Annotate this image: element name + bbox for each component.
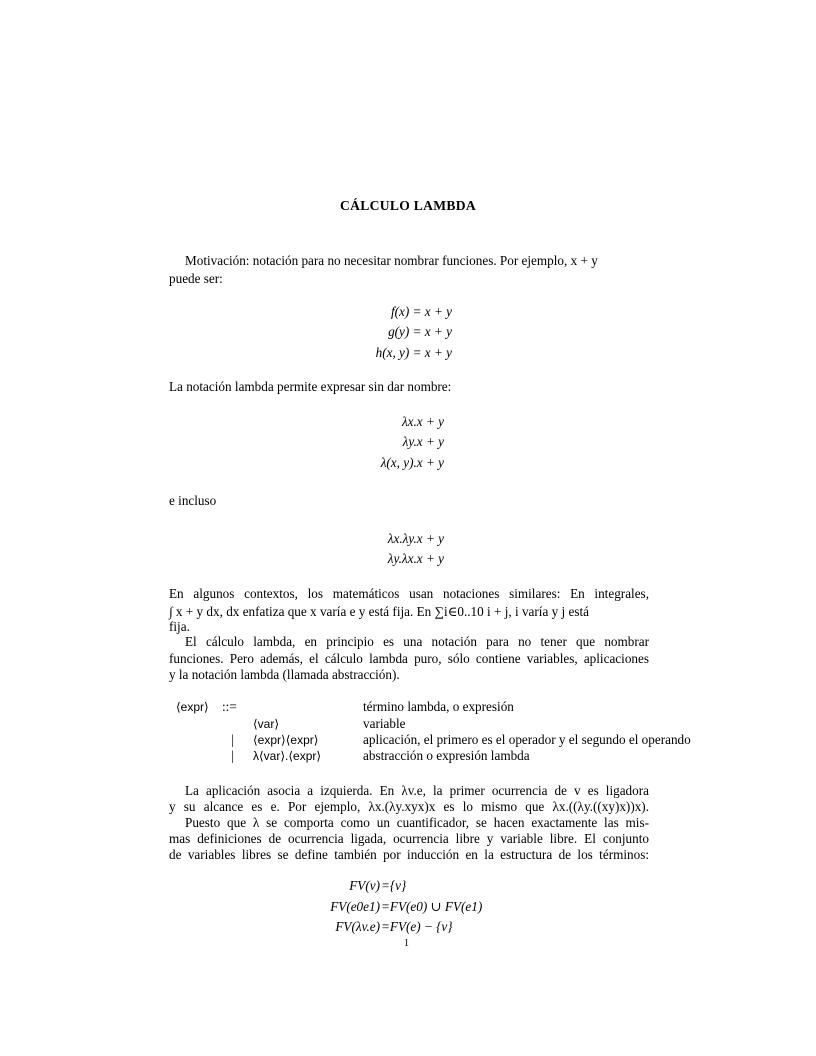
grammar-sep-2: | bbox=[231, 732, 234, 747]
paragraph-calculo-line1: El cálculo lambda, en principio es una notación para no tener que nombrar bbox=[185, 634, 649, 649]
page-number: 1 bbox=[404, 938, 409, 949]
grammar-sep-3: | bbox=[231, 748, 234, 763]
grammar-desc-abs: abstracción o expresión lambda bbox=[363, 748, 530, 763]
paragraph-quantifier-line3: de variables libres se define también por inducción en la estructura de los términos: bbox=[169, 847, 649, 862]
lambda-expr-2: λy.x + y bbox=[402, 434, 444, 449]
paragraph-application-line2: y su alcance es e. Por ejemplo, λx.(λy.xyx)x es lo mismo que λx.((λy.((xy)x))x). bbox=[169, 799, 649, 814]
paragraph-contexts-line2: ∫ x + y dx, dx enfatiza que x varía e y está fija. En ∑i∈0..10 i + j, i varía y j está bbox=[169, 604, 589, 619]
lambda-expr-1: λx.x + y bbox=[401, 414, 444, 429]
lambda-nested-1: λx.λy.x + y bbox=[387, 531, 444, 546]
equation-g: g(y) = x + y bbox=[388, 324, 452, 339]
grammar-prod-abs: λ⟨var⟩.⟨expr⟩ bbox=[253, 749, 322, 763]
paragraph-calculo-line3: y la notación lambda (llamada abstracción). bbox=[169, 667, 400, 682]
grammar-prod-var: ⟨var⟩ bbox=[253, 717, 280, 731]
page-title: CÁLCULO LAMBDA bbox=[340, 198, 476, 213]
grammar-def-symbol: ::= bbox=[222, 699, 237, 714]
grammar-desc-var: variable bbox=[363, 716, 406, 731]
fv-rhs-abs: =FV(e) − {v} bbox=[381, 919, 453, 934]
equation-f: f(x) = x + y bbox=[391, 304, 452, 319]
paragraph-quantifier-line1: Puesto que λ se comporta como un cuantificador, se hacen exactamente las mis- bbox=[185, 815, 649, 830]
paragraph-quantifier-line2: mas definiciones de ocurrencia ligada, ocurrencia libre y variable libre. El conjunto bbox=[169, 831, 649, 846]
fv-rhs-var: ={v} bbox=[381, 878, 407, 893]
paragraph-motivation-line1: Motivación: notación para no necesitar nombrar funciones. Por ejemplo, x + y bbox=[185, 253, 598, 268]
equation-h: h(x, y) = x + y bbox=[375, 345, 452, 360]
lambda-expr-3: λ(x, y).x + y bbox=[380, 455, 444, 470]
grammar-desc-app: aplicación, el primero es el operador y el segundo el operando bbox=[363, 732, 691, 747]
grammar-head-desc: término lambda, o expresión bbox=[363, 699, 514, 714]
paragraph-e-incluso: e incluso bbox=[169, 493, 217, 508]
grammar-lhs: ⟨expr⟩ bbox=[176, 700, 209, 714]
paragraph-lambda-notation: La notación lambda permite expresar sin dar nombre: bbox=[169, 379, 452, 394]
fv-rhs-app: =FV(e0) ∪ FV(e1) bbox=[381, 899, 483, 914]
grammar-prod-app: ⟨expr⟩⟨expr⟩ bbox=[253, 733, 319, 747]
lambda-nested-2: λy.λx.x + y bbox=[387, 551, 444, 566]
paragraph-calculo-line2: funciones. Pero además, el cálculo lambda puro, sólo contiene variables, aplicaciones bbox=[169, 651, 649, 666]
paragraph-contexts-line3: fija. bbox=[169, 619, 190, 634]
fv-lhs-app: FV(e0e1) bbox=[330, 899, 380, 914]
fv-lhs-var: FV(v) bbox=[349, 878, 380, 893]
paragraph-motivation-line2: puede ser: bbox=[169, 271, 223, 286]
paragraph-application-line1: La aplicación asocia a izquierda. En λv.e, la primer ocurrencia de v es ligadora bbox=[185, 783, 649, 798]
fv-lhs-abs: FV(λv.e) bbox=[335, 919, 380, 934]
paragraph-contexts-line1: En algunos contextos, los matemáticos usan notaciones similares: En integrales, bbox=[169, 586, 649, 601]
